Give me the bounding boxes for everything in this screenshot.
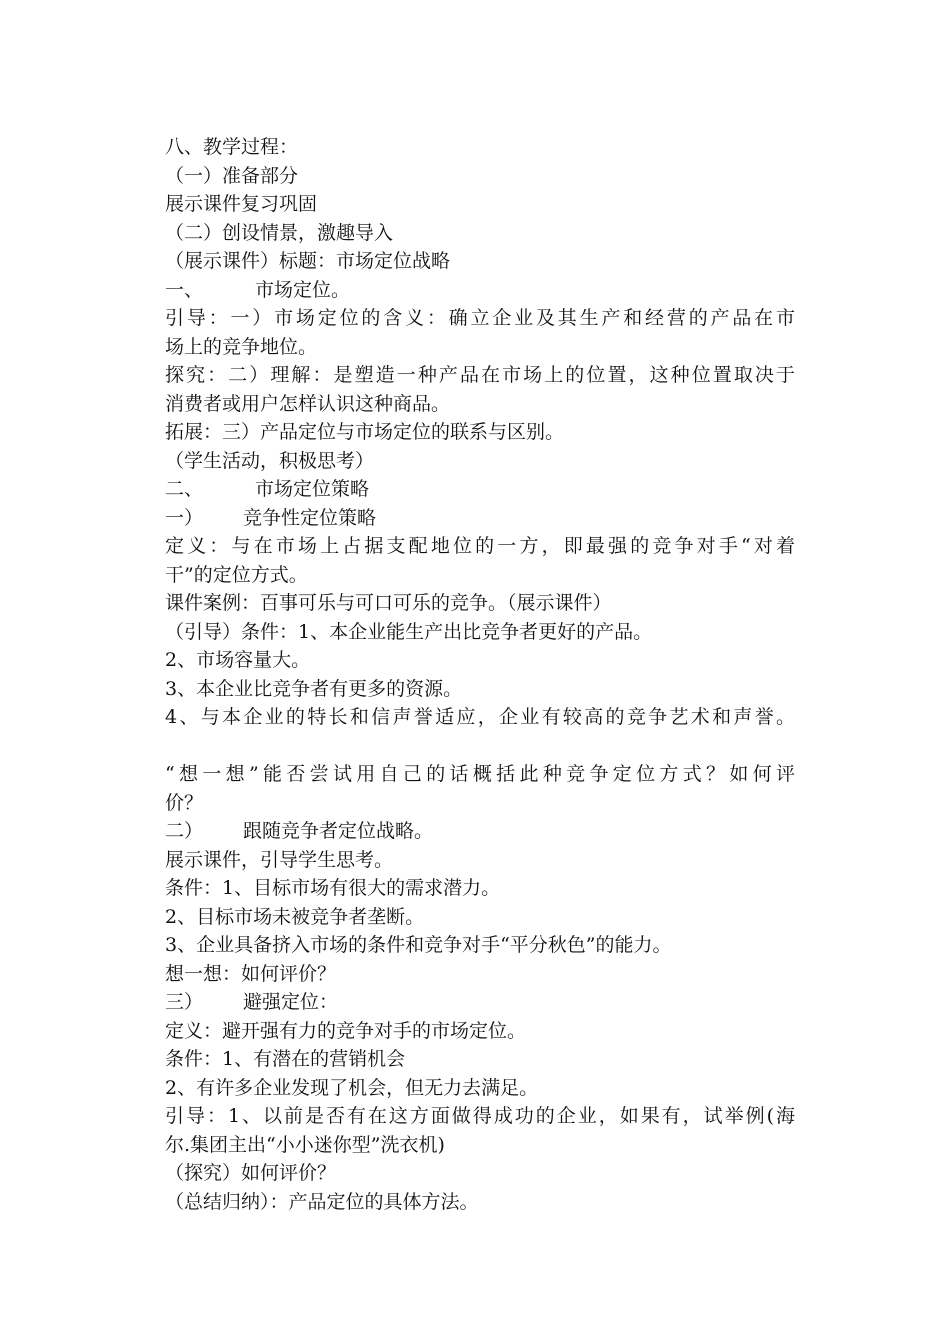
heading-number: 一）: [165, 506, 204, 529]
text-line: 3、企业具备挤入市场的条件和竞争对手“平分秋色”的能力。: [165, 934, 672, 956]
numbered-heading: [165, 475, 795, 504]
text-line: 尔.集团主出“小小迷你型”洗衣机): [165, 1133, 445, 1156]
text-line: （引导）条件：1、本企业能生产出比竞争者更好的产品。: [165, 620, 653, 643]
subsection-heading: （二）创设情景，激趣导入: [165, 221, 394, 244]
text-line: 4、与本企业的特长和信声誉适应，企业有较高的竞争艺术和声誉。: [165, 706, 795, 728]
text-line: 干”的定位方式。: [165, 563, 308, 586]
heading-text: 竞争性定位策略: [243, 506, 377, 529]
text-line: 展示课件，引导学生思考。: [165, 848, 394, 871]
text-line: 2、市场容量大。: [165, 649, 311, 671]
heading-number: 二、: [165, 478, 204, 500]
text-line: 定义：与在市场上占据支配地位的一方，即最强的竞争对手“对着: [165, 535, 795, 557]
text-line: 价？: [165, 791, 204, 814]
section-heading: 八、教学过程：: [165, 136, 299, 158]
text-line: 条件：1、有潜在的营销机会: [165, 1048, 406, 1070]
heading-text: 市场定位策略: [255, 478, 370, 500]
heading-text: 跟随竞争者定位战略。: [243, 820, 434, 842]
text-line: （总结归纳）：产品定位的具体方法。: [165, 1190, 479, 1213]
text-line: “想一想”能否尝试用自己的话概括此种竞争定位方式？如何评: [165, 763, 795, 785]
text-line: 3、本企业比竞争者有更多的资源。: [165, 677, 463, 700]
text-line: 场上的竞争地位。: [165, 335, 318, 358]
subsection-heading: （一）准备部分: [165, 164, 299, 187]
text-line: （探究）如何评价？: [165, 1162, 337, 1184]
text-line: 拓展：三）产品定位与市场定位的联系与区别。: [165, 421, 565, 443]
text-line: （展示课件）标题：市场定位战略: [165, 250, 451, 272]
heading-text: 市场定位。: [255, 278, 351, 301]
text-line: （学生活动，积极思考）: [165, 449, 375, 472]
text-line: 课件案例：百事可乐与可口可乐的竞争。（展示课件）: [165, 592, 612, 614]
heading-number: 二）: [165, 820, 204, 842]
text-line: 引导：一）市场定位的含义：确立企业及其生产和经营的产品在市: [165, 307, 795, 329]
blank-line: [165, 732, 795, 761]
numbered-heading: [165, 276, 795, 305]
numbered-heading: [165, 504, 795, 533]
text-line: 2、目标市场未被竞争者垄断。: [165, 905, 425, 928]
text-line: 条件：1、目标市场有很大的需求潜力。: [165, 877, 501, 899]
heading-number: 三）: [165, 991, 204, 1013]
heading-number: 一、: [165, 278, 204, 301]
document-body: [165, 133, 795, 1216]
text-line: 展示课件复习巩固: [165, 193, 318, 215]
numbered-heading: [165, 817, 795, 846]
heading-text: 避强定位：: [243, 991, 339, 1013]
text-line: 定义：避开强有力的竞争对手的市场定位。: [165, 1019, 527, 1042]
text-line: 探究：二）理解：是塑造一种产品在市场上的位置，这种位置取决于: [165, 364, 795, 386]
text-line: 想一想：如何评价？: [165, 962, 337, 985]
text-line: 2、有许多企业发现了机会，但无力去满足。: [165, 1076, 539, 1099]
numbered-heading: [165, 988, 795, 1017]
text-line: 消费者或用户怎样认识这种商品。: [165, 392, 451, 415]
text-line: 引导：1、以前是否有在这方面做得成功的企业，如果有，试举例(海: [165, 1105, 795, 1127]
